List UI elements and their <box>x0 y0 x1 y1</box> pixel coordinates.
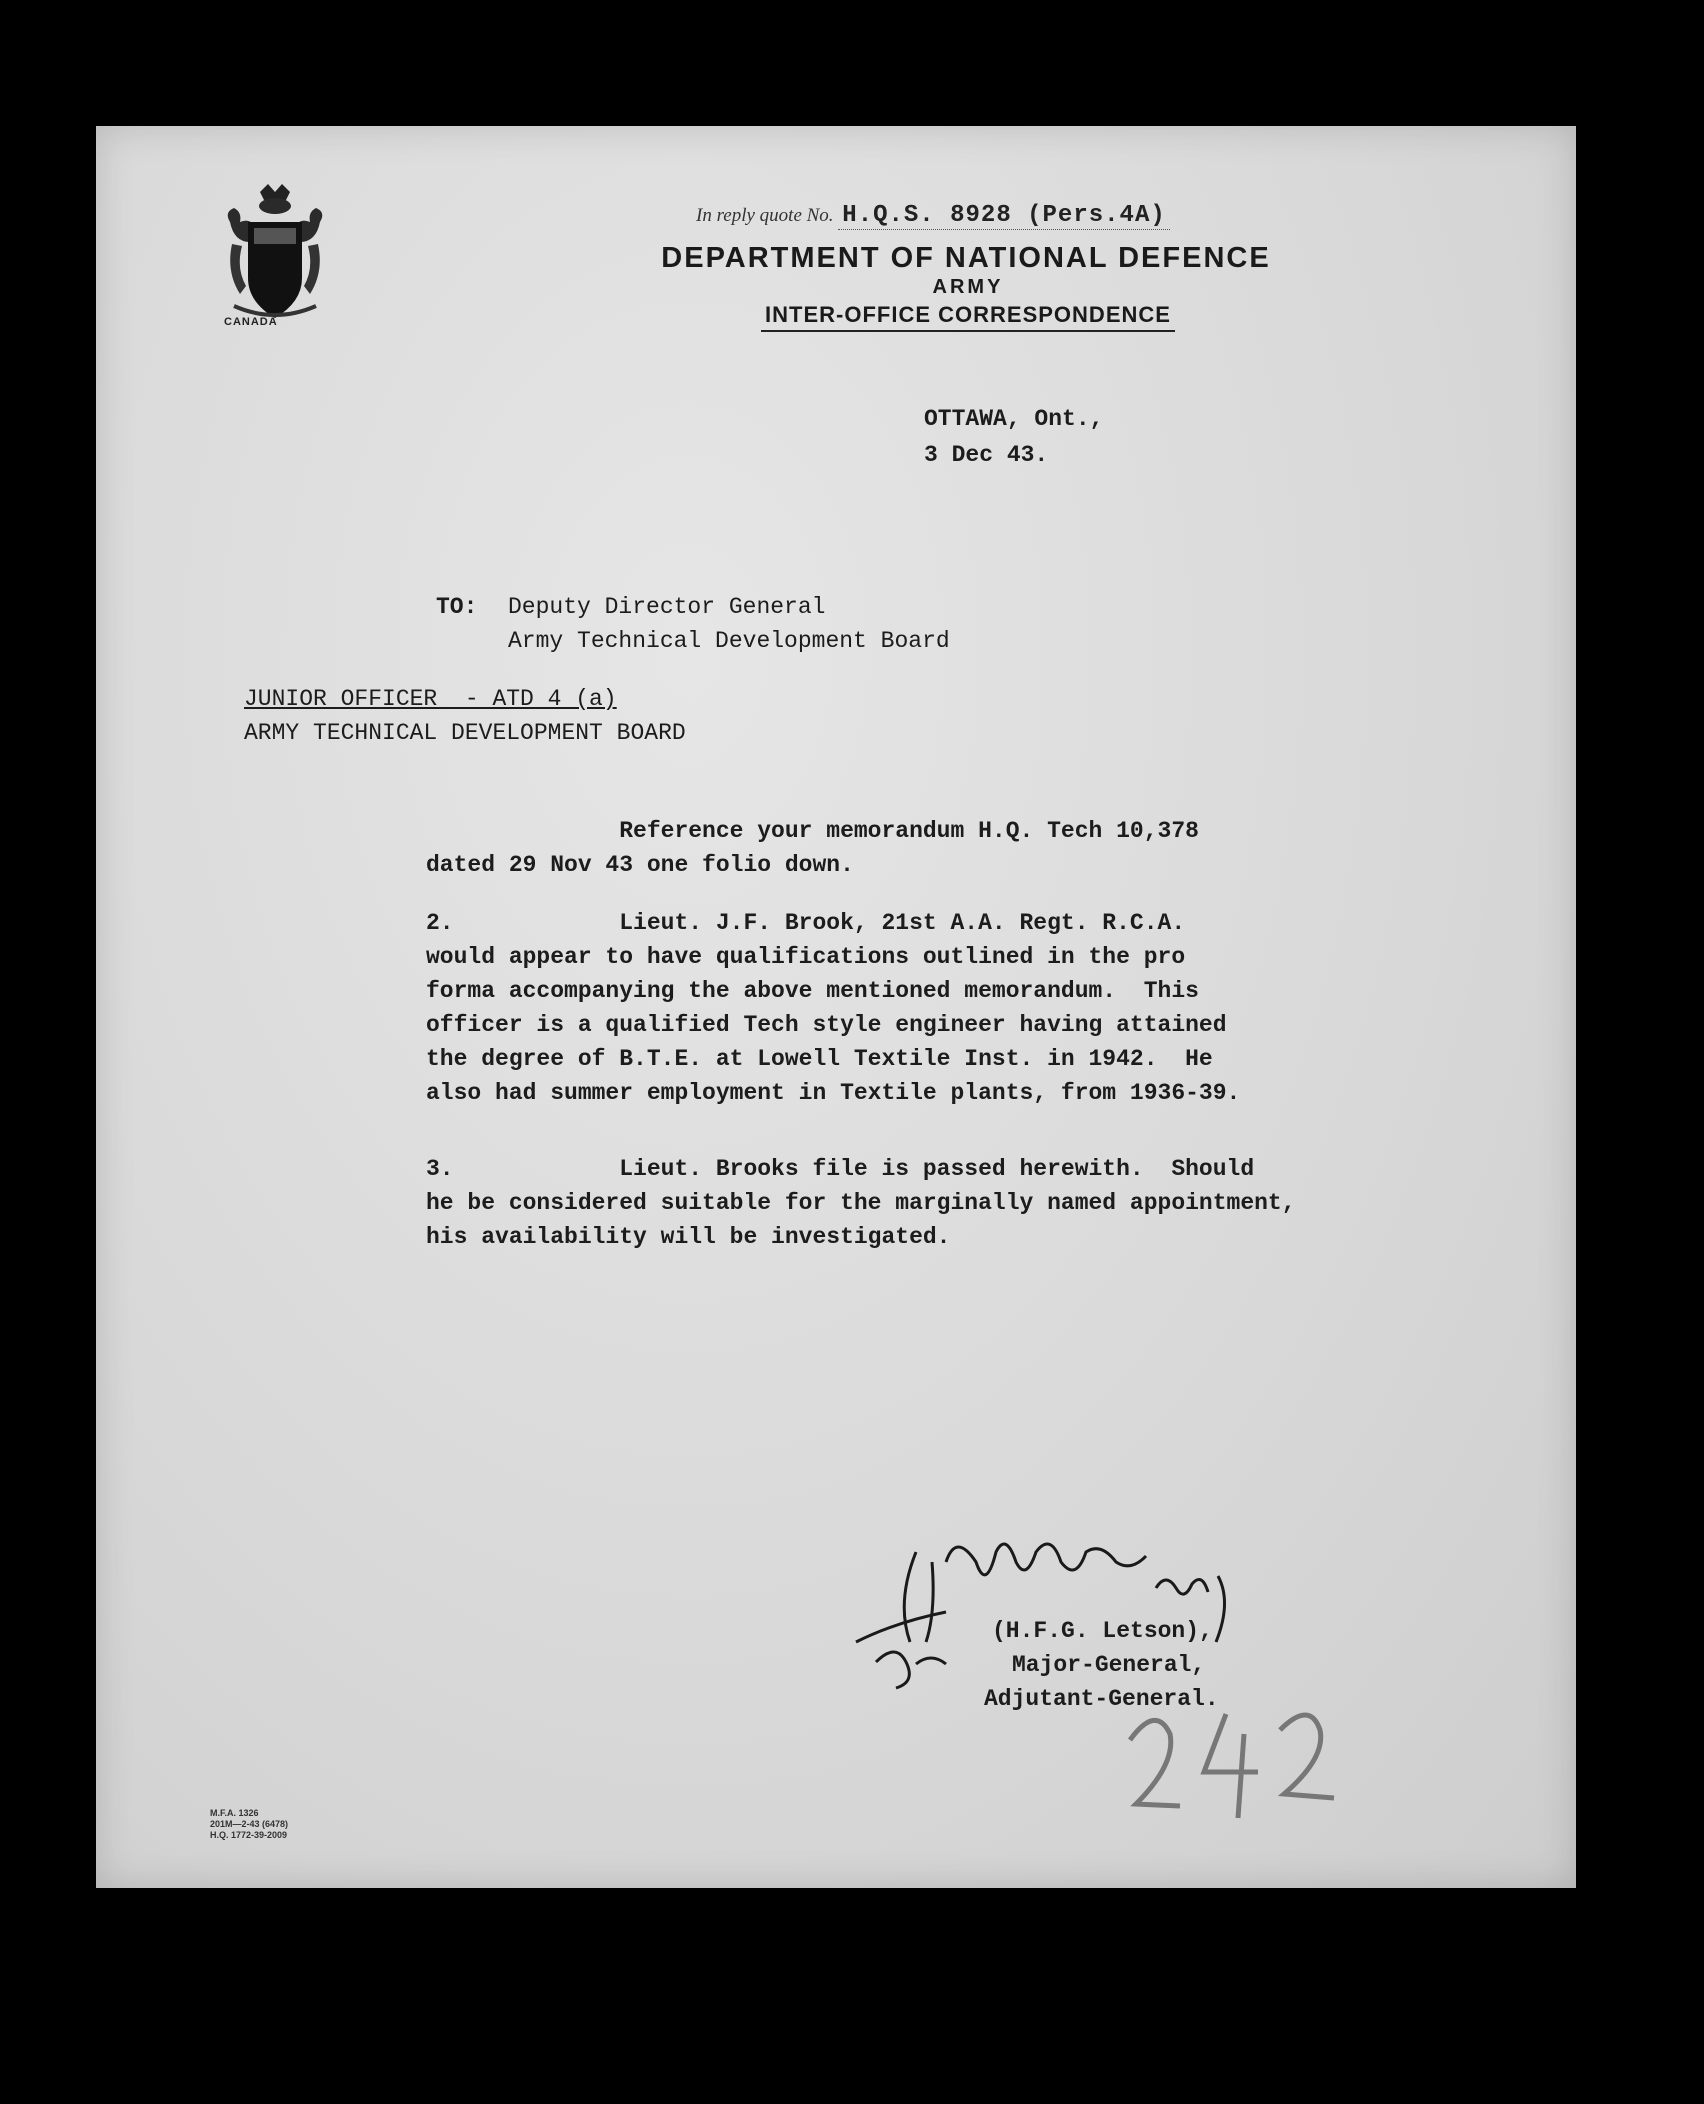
doc-type-text: INTER-OFFICE CORRESPONDENCE <box>761 302 1175 332</box>
place-line: OTTAWA, Ont., <box>924 406 1104 432</box>
paragraph-1: Reference your memorandum H.Q. Tech 10,378 dated 29 Nov 43 one folio down. <box>426 818 1199 878</box>
reply-reference <box>696 202 1170 229</box>
form-code-line-1: M.F.A. 1326 <box>210 1808 259 1818</box>
department-heading: DEPARTMENT OF NATIONAL DEFENCE <box>661 242 1271 274</box>
subject-line-2: ARMY TECHNICAL DEVELOPMENT BOARD <box>244 720 686 746</box>
form-code <box>210 1808 288 1841</box>
signatory-name: (H.F.G. Letson), <box>992 1618 1213 1644</box>
signatory-rank: Major-General, <box>1012 1652 1206 1678</box>
form-code-line-2: 201M—2-43 (6478) <box>210 1819 289 1829</box>
subject-line-1: JUNIOR OFFICER - ATD 4 (a) <box>244 686 617 712</box>
reply-number: H.Q.S. 8928 (Pers.4A) <box>838 202 1169 230</box>
doc-type-heading <box>96 302 1576 328</box>
recipient-line-1: Deputy Director General <box>508 594 826 620</box>
letter-page <box>96 126 1576 1888</box>
signatory-title: Adjutant-General. <box>984 1686 1219 1712</box>
paragraph-2: 2. Lieut. J.F. Brook, 21st A.A. Regt. R.C.A. would appear to have qualifications outlined in the pro forma accompanying the above mentioned memorandum. This officer is a qualified Tech style engineer having attained the degree of B.T.E. at Lowell Textile Inst. in 1942. He also had summer employment in Textile plants, from 1936-39. <box>426 910 1241 1106</box>
reply-prefix: In reply quote No. <box>696 205 834 226</box>
to-label: TO: <box>436 594 478 620</box>
date-line: 3 Dec 43. <box>924 442 1049 468</box>
recipient-line-2: Army Technical Development Board <box>508 628 950 654</box>
pencil-folio-number <box>1116 1694 1346 1824</box>
paragraph-3: 3. Lieut. Brooks file is passed herewith. Should he be considered suitable for the marginally named appointment, his availability will be investigated. <box>426 1156 1296 1250</box>
form-code-line-3: H.Q. 1772-39-2009 <box>210 1830 288 1840</box>
branch-heading: ARMY <box>932 276 1004 298</box>
crest-caption: CANADA <box>224 316 278 328</box>
